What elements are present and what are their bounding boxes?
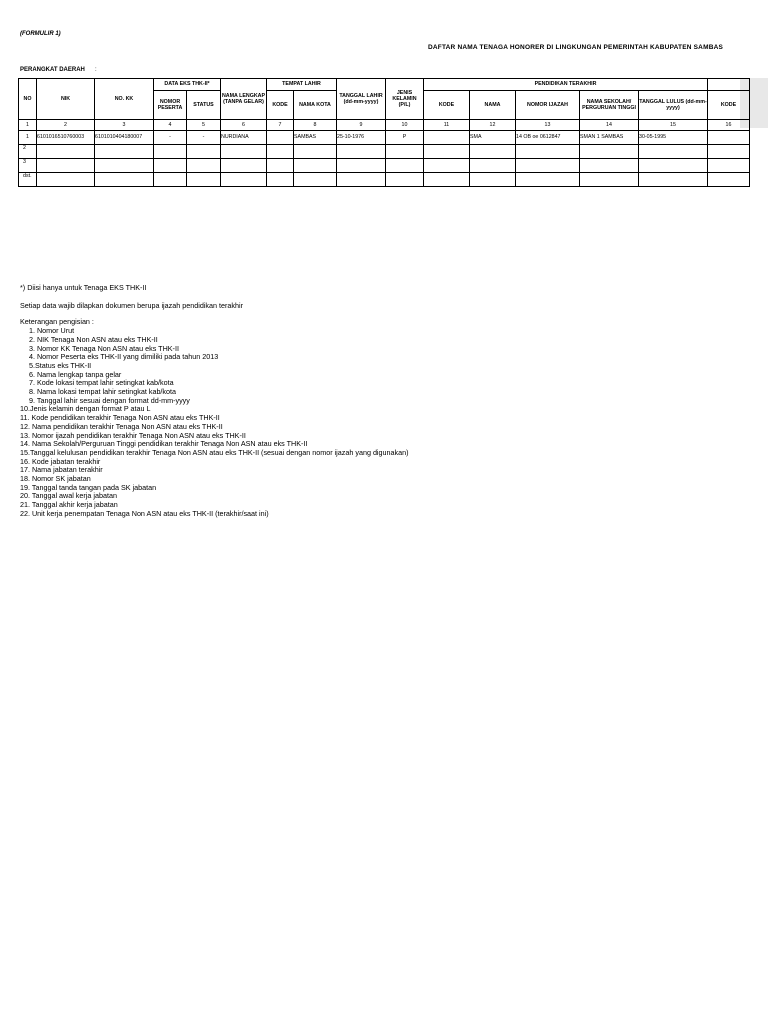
cell-status	[187, 173, 221, 187]
column-number: 13	[516, 120, 580, 131]
legend-item: 6. Nama lengkap tanpa gelar	[29, 369, 122, 379]
cell-kode	[267, 145, 294, 159]
table-row	[19, 145, 750, 159]
col-kk-header: NO. KK	[95, 79, 154, 120]
cell-pendidikan-nama	[470, 159, 516, 173]
cell-nomor-peserta	[154, 145, 187, 159]
column-number-row	[19, 120, 750, 131]
column-number: 4	[154, 120, 187, 131]
cell-kode-last	[708, 159, 750, 173]
notes-section	[20, 284, 409, 519]
cell-kode-last	[708, 145, 750, 159]
cell-jenis-kelamin: P	[386, 131, 424, 145]
cell-nomor-ijazah	[516, 173, 580, 187]
cell-nomor-peserta	[154, 159, 187, 173]
cell-nomor-ijazah	[516, 159, 580, 173]
legend-item: 19. Tanggal tanda tangan pada SK jabatan	[20, 482, 157, 492]
table-row	[19, 173, 750, 187]
col-nama-sekolah-header: NAMA SEKOLAH/ PERGURUAN TINGGI	[580, 91, 639, 120]
cell-tanggal-lulus	[639, 159, 708, 173]
cell-nomor-peserta	[154, 173, 187, 187]
column-number: 12	[470, 120, 516, 131]
cell-jenis-kelamin	[386, 173, 424, 187]
cell-nomor-ijazah: 14 OB oe 0612847	[516, 131, 580, 145]
cell-nama-kota	[294, 173, 337, 187]
cell-pendidikan-nama: SMA	[470, 131, 516, 145]
row-number: 2	[19, 145, 37, 159]
column-number: 11	[424, 120, 470, 131]
form-label: (FORMULIR 1)	[20, 31, 61, 37]
col-kode-header: KODE	[267, 91, 294, 120]
header-row-1	[19, 79, 750, 91]
cell-nama-sekolah: SMAN 1 SAMBAS	[580, 131, 639, 145]
col-nomor-peserta-header: NOMOR PESERTA	[154, 91, 187, 120]
legend-item: 16. Kode jabatan terakhir	[20, 456, 101, 466]
table-row	[19, 131, 750, 145]
legend-item: 21. Tanggal akhir kerja jabatan	[20, 500, 118, 510]
legend-item: 15.Tanggal kelulusan pendidikan terakhir Tenaga Non ASN atau eks THK-II (sesuai dengan nomor ijazah yang digunakan)	[20, 447, 409, 457]
cell-status: -	[187, 131, 221, 145]
col-kode-last-header: KODE	[708, 91, 750, 120]
legend-item: 4. Nomor Peserta eks THK-II yang dimiliki pada tahun 2013	[29, 352, 219, 362]
cell-nama-kota	[294, 159, 337, 173]
col-nik-header: NIK	[37, 79, 95, 120]
table-row	[19, 159, 750, 173]
cell-status	[187, 145, 221, 159]
row-number: 1	[19, 131, 37, 145]
legend-item: 12. Nama pendidikan terakhir Tenaga Non ASN atau eks THK-II	[20, 421, 223, 431]
cell-nama-sekolah	[580, 173, 639, 187]
cell-nama-lengkap	[221, 159, 267, 173]
cell-nama-kota	[294, 145, 337, 159]
cell-no-kk	[95, 145, 154, 159]
cell-jenis-kelamin	[386, 159, 424, 173]
col-status-header: STATUS	[187, 91, 221, 120]
data-eks-header: DATA EKS THK-II*	[154, 79, 221, 91]
col-tanggal-lahir-header: TANGGAL LAHIR (dd-mm-yyyy)	[337, 79, 386, 120]
cell-tanggal-lahir	[337, 159, 386, 173]
cell-pendidikan-kode	[424, 173, 470, 187]
cell-tanggal-lulus: 30-05-1995	[639, 131, 708, 145]
legend-item: 5.Status eks THK-II	[29, 360, 92, 370]
col-16-top-header	[708, 79, 750, 91]
cell-nik	[37, 173, 95, 187]
cell-no-kk	[95, 173, 154, 187]
column-number: 15	[639, 120, 708, 131]
row-number: dst.	[19, 173, 37, 187]
cell-nama-sekolah	[580, 159, 639, 173]
department-label: PERANGKAT DAERAH	[20, 67, 85, 73]
cell-pendidikan-nama	[470, 145, 516, 159]
legend-title: Keterangan pengisian :	[20, 317, 94, 327]
legend-item: 18. Nomor SK jabatan	[20, 474, 91, 484]
legend-item: 1. Nomor Urut	[29, 326, 75, 336]
legend-item: 22. Unit kerja penempatan Tenaga Non ASN atau eks THK-II (terakhir/saat ini)	[20, 508, 269, 518]
cell-pendidikan-kode	[424, 159, 470, 173]
cell-kode	[267, 159, 294, 173]
requirement-note: Setiap data wajib dilapkan dokumen berupa ijazah pendidikan terakhir	[20, 300, 243, 310]
cell-no-kk: 6101010404180007	[95, 131, 154, 145]
cell-nik	[37, 159, 95, 173]
legend-item: 14. Nama Sekolah/Perguruan Tinggi pendidikan terakhir Tenaga Non ASN atau eks THK-II	[20, 439, 308, 449]
honorer-table	[18, 78, 750, 187]
column-number: 7	[267, 120, 294, 131]
cell-kode	[267, 173, 294, 187]
legend-item: 10.Jenis kelamin dengan format P atau L	[20, 404, 151, 414]
cell-nama-lengkap: NURDIANA	[221, 131, 267, 145]
pendidikan-terakhir-header: PENDIDIKAN TERAKHIR	[424, 79, 708, 91]
col-jenis-kelamin-header: JENIS KELAMIN (P/L)	[386, 79, 424, 120]
column-number: 9	[337, 120, 386, 131]
cell-nik	[37, 145, 95, 159]
cell-no-kk	[95, 159, 154, 173]
cell-kode	[267, 131, 294, 145]
col-pendidikan-nama-header: NAMA	[470, 91, 516, 120]
row-number: 3	[19, 159, 37, 173]
cell-tanggal-lulus	[639, 173, 708, 187]
col-pendidikan-kode-header: KODE	[424, 91, 470, 120]
cell-nomor-ijazah	[516, 145, 580, 159]
legend-item: 17. Nama jabatan terakhir	[20, 465, 103, 475]
cell-pendidikan-kode	[424, 131, 470, 145]
document-title: DAFTAR NAMA TENAGA HONORER DI LINGKUNGAN PEMERINTAH KABUPATEN SAMBAS	[428, 44, 724, 51]
cell-tanggal-lahir	[337, 173, 386, 187]
column-number: 1	[19, 120, 37, 131]
col-nama-kota-header: NAMA KOTA	[294, 91, 337, 120]
legend-item: 9. Tanggal lahir sesuai dengan format dd-mm-yyyy	[29, 395, 190, 405]
cell-pendidikan-kode	[424, 145, 470, 159]
footnote: *) Diisi hanya untuk Tenaga EKS THK-II	[20, 283, 147, 292]
cell-nama-kota: SAMBAS	[294, 131, 337, 145]
tempat-lahir-header: TEMPAT LAHIR	[267, 79, 337, 91]
cell-tanggal-lahir: 25-10-1976	[337, 131, 386, 145]
cell-jenis-kelamin	[386, 145, 424, 159]
legend-item: 7. Kode lokasi tempat lahir setingkat kab/kota	[29, 378, 174, 388]
col-nomor-ijazah-header: NOMOR IJAZAH	[516, 91, 580, 120]
cell-kode-last	[708, 173, 750, 187]
cell-nama-lengkap	[221, 173, 267, 187]
legend-item: 20. Tanggal awal kerja jabatan	[20, 491, 117, 501]
column-number: 8	[294, 120, 337, 131]
col-no-header: NO	[19, 79, 37, 120]
cell-tanggal-lahir	[337, 145, 386, 159]
legend-item: 11. Kode pendidikan terakhir Tenaga Non ASN atau eks THK-II	[20, 413, 220, 423]
cell-nik: 6101016510760003	[37, 131, 95, 145]
col-nama-lengkap-header: NAMA LENGKAP (TANPA GELAR)	[221, 79, 267, 120]
column-number: 5	[187, 120, 221, 131]
cell-tanggal-lulus	[639, 145, 708, 159]
legend-item: 13. Nomor ijazah pendidikan terakhir Tenaga Non ASN atau eks THK-II	[20, 430, 246, 440]
cell-status	[187, 159, 221, 173]
column-number: 2	[37, 120, 95, 131]
cell-kode-last	[708, 131, 750, 145]
legend-item: 3. Nomor KK Tenaga Non ASN atau eks THK-II	[29, 343, 179, 353]
cell-nama-sekolah	[580, 145, 639, 159]
column-number: 10	[386, 120, 424, 131]
legend-item: 2. NIK Tenaga Non ASN atau eks THK-II	[29, 334, 158, 344]
cell-nomor-peserta: -	[154, 131, 187, 145]
column-number: 14	[580, 120, 639, 131]
column-number: 3	[95, 120, 154, 131]
cell-pendidikan-nama	[470, 173, 516, 187]
col-tanggal-lulus-header: TANGGAL LULUS (dd-mm-yyyy)	[639, 91, 708, 120]
cell-nama-lengkap	[221, 145, 267, 159]
department-colon: :	[95, 67, 97, 73]
legend-item: 8. Nama lokasi tempat lahir setingkat kab/kota	[29, 387, 177, 397]
column-number: 16	[708, 120, 750, 131]
column-number: 6	[221, 120, 267, 131]
